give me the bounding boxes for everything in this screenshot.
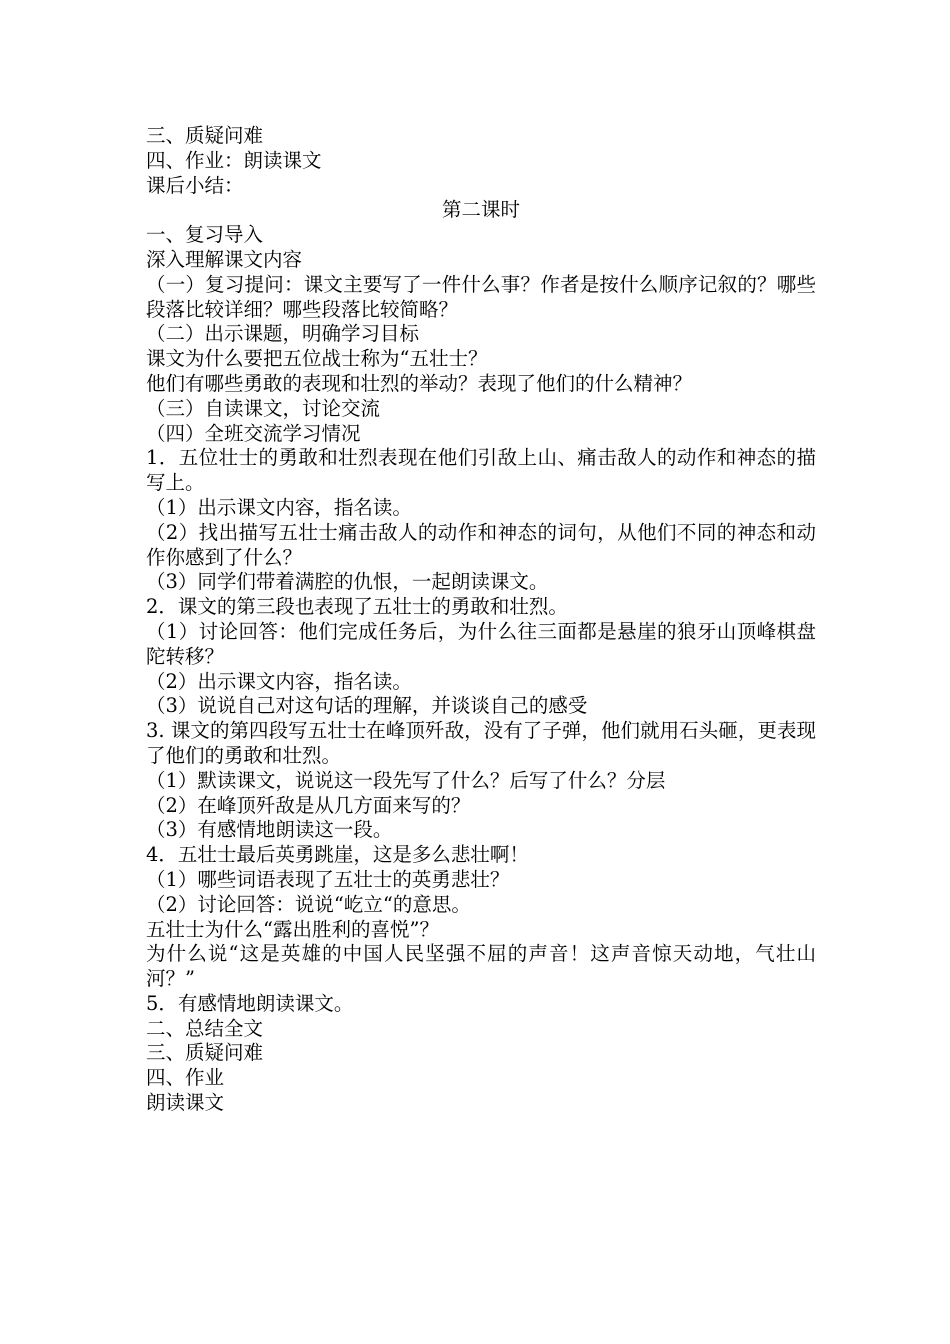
paragraph: （1）讨论回答：他们完成任务后，为什么往三面都是悬崖的狼牙山顶峰棋盘陀转移？ [146,619,816,668]
text-line: （三）自读课文，讨论交流 [146,396,381,420]
text-line: （1）默读课文，说说这一段先写了什么？后写了什么？分层 [146,768,666,792]
document-page [146,124,816,1116]
text-line: 2．课文的第三段也表现了五壮士的勇敢和壮烈。 [146,595,568,619]
paragraph: （2）找出描写五壮士痛击敌人的动作和神态的词句，从他们不同的神态和动作你感到了什么？ [146,520,816,569]
text-line: （1）出示课文内容，指名读。 [146,495,412,519]
section-heading: 三、质疑问难 [146,124,264,147]
paragraph: 1．五位壮士的勇敢和壮烈表现在他们引敌上山、痛击敌人的动作和神态的描写上。 [146,446,816,495]
section-heading: 二、总结全文 [146,1016,264,1040]
paragraph: （一）复习提问：课文主要写了一件什么事？作者是按什么顺序记叙的？哪些段落比较详细？哪些段落比较简略？ [146,272,816,321]
section-heading: 课后小结： [146,173,244,197]
section-heading: 三、质疑问难 [146,1041,264,1065]
lesson-title: 第二课时 [441,198,520,222]
text-line: （1）哪些词语表现了五壮士的英勇悲壮？ [146,867,510,891]
text-line: 深入理解课文内容 [146,247,303,271]
text-line: 他们有哪些勇敢的表现和壮烈的举动？表现了他们的什么精神？ [146,371,693,395]
section-heading: 一、复习导入 [146,223,264,247]
text-line: 朗读课文 [146,1091,225,1115]
text-line: 4．五壮士最后英勇跳崖，这是多么悲壮啊！ [146,843,529,867]
section-heading: 四、作业 [146,1066,225,1090]
text-line: （2）出示课文内容，指名读。 [146,669,412,693]
text-line: 五壮士为什么“露出胜利的喜悦”？ [146,917,439,941]
paragraph: 3. 课文的第四段写五壮士在峰顶歼敌，没有了子弹，他们就用石头砸，更表现了他们的勇敢和壮烈。 [146,719,816,767]
text-line: （四）全班交流学习情况 [146,421,361,445]
text-line: （3）说说自己对这句话的理解，并谈谈自己的感受 [146,694,588,718]
text-line: （3）有感情地朗读这一段。 [146,818,393,842]
text-line: （2）讨论回答：说说“屹立“的意思。 [146,892,471,916]
text-line: 课文为什么要把五位战士称为“五壮士？ [146,347,488,371]
text-line: （2）在峰顶歼敌是从几方面来写的？ [146,793,471,817]
text-line: （二）出示课题，明确学习目标 [146,322,420,346]
text-line: 5．有感情地朗读课文。 [146,991,354,1015]
section-heading: 四、作业：朗读课文 [146,148,322,172]
paragraph: 为什么说“这是英雄的中国人民坚强不屈的声音！这声音惊天动地，气壮山河？” [146,942,816,991]
text-line: （3）同学们带着满腔的仇恨，一起朗读课文。 [146,570,549,594]
